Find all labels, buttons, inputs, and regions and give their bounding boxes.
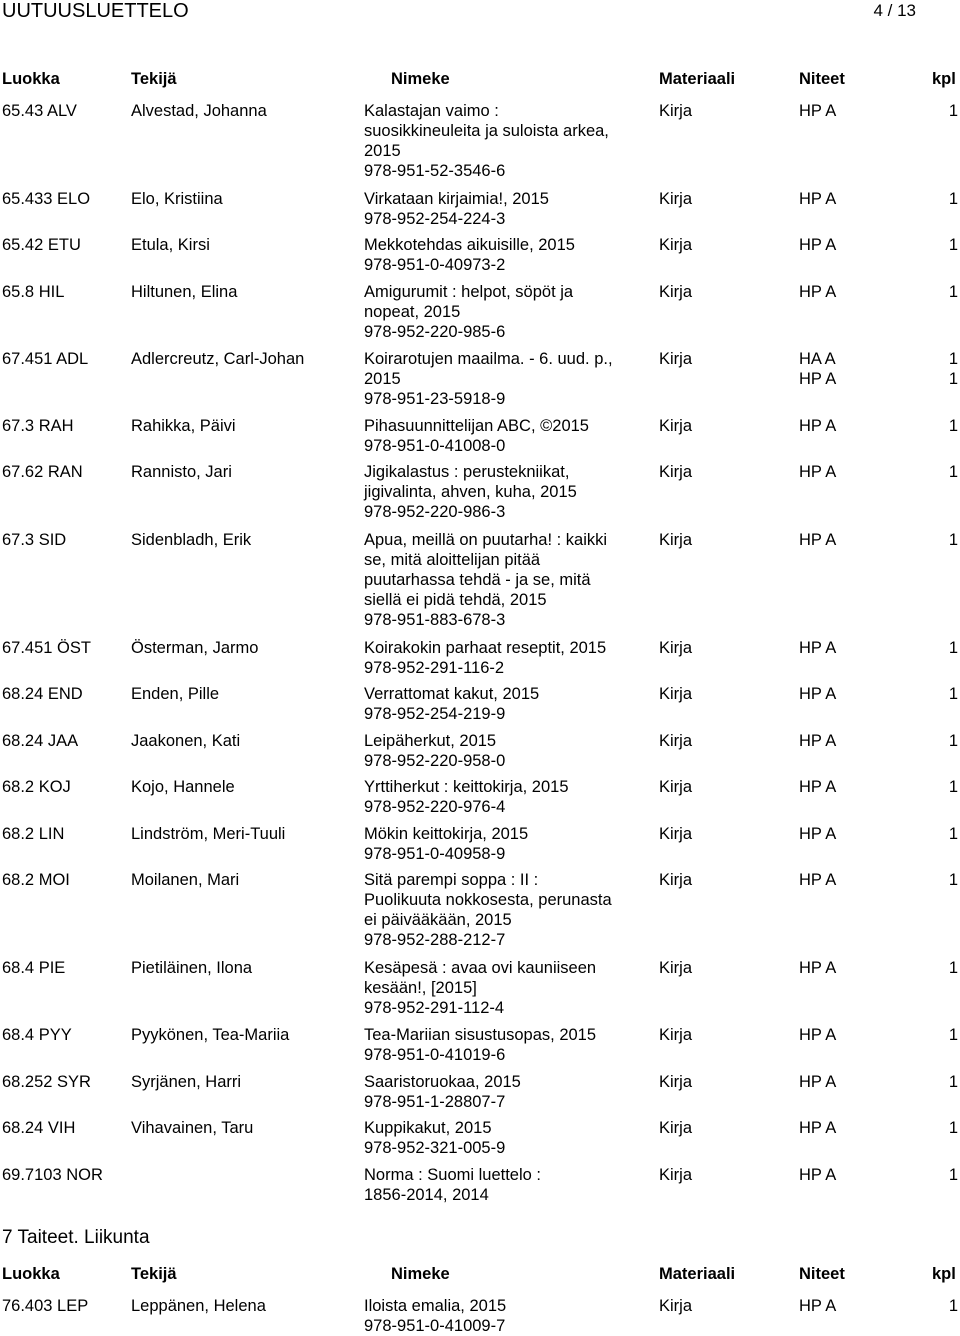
title-line: Saaristoruokaa, 2015 [364, 1072, 521, 1091]
classification-code: 67.3 RAH [2, 416, 74, 435]
title-line: 978-952-220-985-6 [364, 322, 506, 341]
title-cell [364, 1118, 644, 1158]
title-line: Tea-Mariian sisustusopas, 2015 [364, 1026, 597, 1045]
material: Kirja [659, 1072, 693, 1091]
classification-code: 68.2 KOJ [2, 778, 71, 797]
material: Kirja [659, 871, 693, 890]
title-cell [364, 530, 644, 630]
title-line: 978-952-220-958-0 [364, 751, 506, 770]
title-cell [364, 416, 644, 456]
copy-count [940, 1118, 958, 1138]
copies-location-line: HP A [799, 463, 837, 482]
material: Kirja [659, 638, 693, 657]
material: Kirja [659, 1297, 693, 1315]
title-line: Puolikuuta nokkosesta, perunasta [364, 891, 612, 910]
copy-count-line: 1 [948, 530, 958, 549]
title-line: 978-951-0-41008-0 [364, 436, 506, 455]
copies-location-line: HP A [799, 778, 837, 797]
copy-count [940, 349, 958, 389]
material: Kirja [659, 824, 693, 843]
column-header-row-2 [0, 1263, 960, 1285]
copies-location [799, 1072, 836, 1092]
copies-location [799, 777, 836, 797]
page-number: 4 / 13 [873, 1, 916, 20]
title-cell [364, 684, 644, 724]
title-cell [364, 282, 644, 342]
copy-count-line: 1 [948, 778, 958, 797]
copy-count [940, 824, 958, 844]
title-cell [364, 1025, 644, 1065]
copy-count [940, 1165, 958, 1185]
title-line: 2015 [364, 369, 401, 388]
title-line: siellä ei pidä tehdä, 2015 [364, 590, 547, 609]
title-line: se, mitä aloittelijan pitää [364, 550, 541, 569]
column-header-niteet: Niteet [799, 70, 845, 88]
title-cell [364, 189, 644, 229]
copies-location-line: HP A [799, 685, 837, 704]
title-line: 2015 [364, 142, 401, 160]
copies-location-line: HP A [799, 102, 837, 120]
title-line: 1856-2014, 2014 [364, 1185, 489, 1204]
copies-location-line: HP A [799, 236, 837, 255]
material: Kirja [659, 463, 693, 482]
copy-count-line: 1 [948, 236, 958, 255]
copies-location [799, 416, 836, 436]
author: Vihavainen, Taru [131, 1119, 254, 1138]
title-line: 978-951-0-41019-6 [364, 1046, 506, 1065]
classification-code: 68.252 SYR [2, 1072, 91, 1091]
author: Rannisto, Jari [131, 463, 232, 482]
column-header-kpl: kpl [932, 1265, 956, 1283]
copies-location [799, 684, 836, 704]
copy-count [940, 416, 958, 436]
copies-location-line: HP A [799, 1165, 837, 1184]
author: Pietiläinen, Ilona [131, 959, 253, 977]
copy-count-line: 1 [948, 102, 958, 120]
copies-location [799, 462, 836, 482]
copy-count-line: 1 [948, 959, 958, 977]
title-line: 978-952-321-005-9 [364, 1139, 506, 1158]
copy-count-line: 1 [948, 282, 958, 301]
title-line: puutarhassa tehdä - ja se, mitä [364, 570, 591, 589]
page-header [0, 0, 960, 22]
title-cell [364, 1165, 644, 1205]
copy-count [940, 684, 958, 704]
copies-location-line: HP A [799, 1119, 837, 1138]
author: Etula, Kirsi [131, 236, 210, 255]
title-line: Kuppikakut, 2015 [364, 1119, 492, 1138]
copies-location-line: HP A [799, 282, 837, 301]
author: Enden, Pille [131, 685, 220, 704]
title-cell [364, 101, 644, 181]
classification-code: 67.451 ÖST [2, 638, 91, 657]
title-line: Koirakokin parhaat reseptit, 2015 [364, 638, 607, 657]
copies-location-line: HP A [799, 1072, 837, 1091]
copy-count [940, 1296, 958, 1316]
classification-code: 67.451 ADL [2, 349, 89, 368]
title-line: Virkataan kirjaimia!, 2015 [364, 189, 549, 208]
copy-count [940, 638, 958, 658]
copies-location [799, 731, 836, 751]
copies-location [799, 1025, 836, 1045]
title-line: Apua, meillä on puutarha! : kaikki [364, 530, 608, 549]
section-heading: 7 Taiteet. Liikunta [2, 1227, 150, 1248]
material: Kirja [659, 1165, 693, 1184]
title-cell [364, 777, 644, 817]
title-line: ei päivääkään, 2015 [364, 911, 512, 930]
copies-location-line: HP A [799, 530, 837, 549]
copies-location [799, 824, 836, 844]
column-header-luokka: Luokka [2, 1265, 60, 1283]
title-cell [364, 958, 644, 1018]
copies-location [799, 638, 836, 658]
title-cell [364, 870, 644, 950]
copies-location-line: HP A [799, 824, 837, 843]
copies-location [799, 101, 836, 121]
column-header-niteet: Niteet [799, 1265, 845, 1283]
copies-location [799, 1118, 836, 1138]
title-cell [364, 235, 644, 275]
copies-location [799, 530, 836, 550]
title-line: Kesäpesä : avaa ovi kauniiseen [364, 959, 597, 977]
copies-location [799, 282, 836, 302]
document-title: UUTUUSLUETTELO [2, 0, 189, 22]
column-header-tekija: Tekijä [131, 1265, 177, 1283]
material: Kirja [659, 778, 693, 797]
author: Sidenbladh, Erik [131, 530, 252, 549]
copy-count-line: 1 [948, 463, 958, 482]
title-line: Verrattomat kakut, 2015 [364, 685, 540, 704]
copies-location [799, 349, 836, 389]
material: Kirja [659, 282, 693, 301]
title-line: Leipäherkut, 2015 [364, 731, 497, 750]
title-line: Iloista emalia, 2015 [364, 1297, 507, 1315]
classification-code: 68.2 MOI [2, 871, 70, 890]
copy-count [940, 282, 958, 302]
copies-location-line: HA A [799, 349, 836, 368]
copy-count-line: 1 [948, 638, 958, 657]
copy-count [940, 1025, 958, 1045]
copy-count [940, 731, 958, 751]
copy-count [940, 189, 958, 209]
author: Jaakonen, Kati [131, 731, 241, 750]
material: Kirja [659, 416, 693, 435]
copy-count-line: 1 [948, 1072, 958, 1091]
classification-code: 68.2 LIN [2, 824, 65, 843]
copy-count-line: 1 [948, 349, 958, 368]
copy-count-line: 1 [948, 1119, 958, 1138]
copy-count [940, 958, 958, 978]
copy-count-line: 1 [948, 1026, 958, 1045]
copy-count [940, 870, 958, 890]
copies-location-line: HP A [799, 189, 837, 208]
title-line: 978-951-0-41009-7 [364, 1317, 506, 1335]
copies-location [799, 189, 836, 209]
column-header-luokka: Luokka [2, 70, 60, 88]
author: Pyykönen, Tea-Mariia [131, 1026, 290, 1045]
title-line: 978-952-288-212-7 [364, 931, 506, 950]
author: Kojo, Hannele [131, 778, 235, 797]
copies-location [799, 1296, 836, 1316]
title-line: 978-951-883-678-3 [364, 610, 506, 629]
author: Lindström, Meri-Tuuli [131, 824, 286, 843]
column-header-kpl: kpl [932, 70, 956, 88]
title-cell [364, 1296, 644, 1336]
copies-location-line: HP A [799, 871, 837, 890]
classification-code: 69.7103 NOR [2, 1165, 103, 1184]
copy-count [940, 530, 958, 550]
title-cell [364, 731, 644, 771]
title-line: jigivalinta, ahven, kuha, 2015 [364, 483, 577, 502]
copy-count-line: 1 [948, 871, 958, 890]
copies-location-line: HP A [799, 369, 837, 388]
title-line: Kalastajan vaimo : [364, 102, 499, 120]
classification-code: 68.24 VIH [2, 1119, 76, 1138]
copy-count-line: 1 [948, 1297, 958, 1315]
copy-count [940, 235, 958, 255]
title-line: 978-952-254-224-3 [364, 209, 506, 228]
title-cell [364, 1072, 644, 1112]
title-line: Mökin keittokirja, 2015 [364, 824, 529, 843]
copy-count [940, 101, 958, 121]
classification-code: 65.42 ETU [2, 236, 81, 255]
title-line: 978-951-23-5918-9 [364, 389, 506, 408]
material: Kirja [659, 530, 693, 549]
copy-count [940, 1072, 958, 1092]
title-line: suosikkineuleita ja suloista arkea, [364, 122, 609, 140]
author: Moilanen, Mari [131, 871, 240, 890]
classification-code: 65.8 HIL [2, 282, 65, 301]
copy-count-line: 1 [948, 1165, 958, 1184]
title-cell [364, 462, 644, 522]
classification-code: 76.403 LEP [2, 1297, 89, 1315]
title-line: 978-951-0-40973-2 [364, 256, 506, 275]
title-line: Mekkotehdas aikuisille, 2015 [364, 236, 575, 255]
classification-code: 68.4 PIE [2, 959, 66, 977]
title-line: 978-952-254-219-9 [364, 705, 506, 724]
material: Kirja [659, 685, 693, 704]
copies-location-line: HP A [799, 731, 837, 750]
title-line: 978-952-220-976-4 [364, 798, 506, 817]
copies-location-line: HP A [799, 416, 837, 435]
author: Rahikka, Päivi [131, 416, 236, 435]
column-header-nimeke: Nimeke [391, 1265, 450, 1283]
title-line: Amigurumit : helpot, söpöt ja [364, 282, 574, 301]
classification-code: 68.4 PYY [2, 1026, 72, 1045]
copies-location [799, 870, 836, 890]
title-line: 978-951-1-28807-7 [364, 1092, 506, 1111]
title-line: Yrttiherkut : keittokirja, 2015 [364, 778, 569, 797]
material: Kirja [659, 731, 693, 750]
classification-code: 68.24 JAA [2, 731, 79, 750]
material: Kirja [659, 349, 693, 368]
author: Leppänen, Helena [131, 1297, 266, 1315]
author: Alvestad, Johanna [131, 102, 267, 120]
copies-location-line: HP A [799, 959, 837, 977]
title-line: 978-951-0-40958-9 [364, 844, 506, 863]
title-line: 978-951-52-3546-6 [364, 162, 506, 180]
classification-code: 67.62 RAN [2, 463, 83, 482]
copy-count-line: 1 [948, 824, 958, 843]
copy-count [940, 777, 958, 797]
copy-count-line: 1 [948, 416, 958, 435]
copies-location-line: HP A [799, 1297, 837, 1315]
material: Kirja [659, 1119, 693, 1138]
column-header-tekija: Tekijä [131, 70, 177, 88]
author: Österman, Jarmo [131, 638, 259, 657]
copy-count-line: 1 [948, 685, 958, 704]
copy-count-line: 1 [948, 369, 958, 388]
material: Kirja [659, 959, 693, 977]
title-cell [364, 824, 644, 864]
copies-location-line: HP A [799, 1026, 837, 1045]
copies-location-line: HP A [799, 638, 837, 657]
title-line: Jigikalastus : perustekniikat, [364, 463, 570, 482]
title-line: 978-952-291-116-2 [364, 658, 505, 677]
title-line: 978-952-220-986-3 [364, 503, 506, 522]
copies-location [799, 958, 836, 978]
column-header-materiaali: Materiaali [659, 1265, 736, 1283]
classification-code: 65.433 ELO [2, 189, 91, 208]
author: Hiltunen, Elina [131, 282, 238, 301]
material: Kirja [659, 1026, 693, 1045]
author: Adlercreutz, Carl-Johan [131, 349, 305, 368]
title-line: Norma : Suomi luettelo : [364, 1165, 541, 1184]
title-cell [364, 349, 644, 409]
author: Elo, Kristiina [131, 189, 223, 208]
copies-location [799, 235, 836, 255]
column-header-materiaali: Materiaali [659, 70, 736, 88]
column-header-nimeke: Nimeke [391, 70, 450, 88]
column-header-row [0, 68, 960, 90]
material: Kirja [659, 189, 693, 208]
copy-count-line: 1 [948, 731, 958, 750]
title-line: Koirarotujen maailma. - 6. uud. p., [364, 349, 613, 368]
title-line: Sitä parempi soppa : II : [364, 871, 539, 890]
material: Kirja [659, 236, 693, 255]
title-cell [364, 638, 644, 678]
classification-code: 68.24 END [2, 685, 83, 704]
material: Kirja [659, 102, 693, 120]
title-line: 978-952-291-112-4 [364, 999, 505, 1017]
classification-code: 67.3 SID [2, 530, 67, 549]
classification-code: 65.43 ALV [2, 102, 77, 120]
copies-location [799, 1165, 836, 1185]
copy-count-line: 1 [948, 189, 958, 208]
title-line: Pihasuunnittelijan ABC, ©2015 [364, 416, 589, 435]
title-line: nopeat, 2015 [364, 302, 461, 321]
title-line: kesään!, [2015] [364, 979, 477, 997]
copy-count [940, 462, 958, 482]
author: Syrjänen, Harri [131, 1072, 242, 1091]
